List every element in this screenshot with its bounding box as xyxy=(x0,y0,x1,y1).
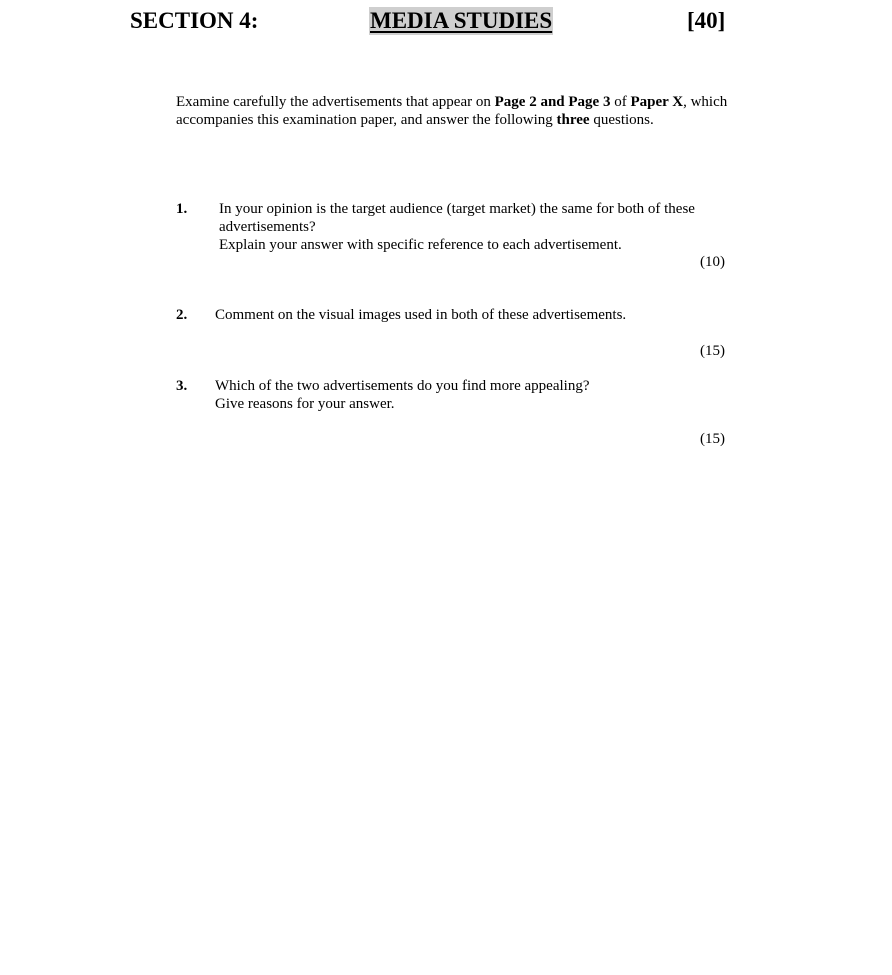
question-3-line: Which of the two advertisements do you find more appealing? xyxy=(215,378,590,394)
question-3-line: Give reasons for your answer. xyxy=(215,396,395,412)
question-3-text xyxy=(215,377,589,413)
instructions-emphasis: Page 2 and Page 3 xyxy=(494,94,611,110)
question-2-line: Comment on the visual images used in both of these advertisements. xyxy=(215,307,627,323)
question-1-number: 1. xyxy=(176,201,188,217)
question-1-text xyxy=(219,200,695,254)
instructions-text: , which xyxy=(683,94,728,110)
question-1-marks: (10) xyxy=(700,254,725,270)
question-3-number: 3. xyxy=(176,378,188,394)
instructions-line-2 xyxy=(176,111,727,129)
question-1-line: In your opinion is the target audience (target market) the same for both of these xyxy=(219,201,695,217)
instructions-text: accompanies this examination paper, and answer the following xyxy=(176,112,557,128)
question-2-marks: (15) xyxy=(700,343,725,359)
instructions-text: questions. xyxy=(589,112,654,128)
section-label: SECTION 4: xyxy=(130,8,259,33)
instructions-emphasis: Paper X xyxy=(630,94,684,110)
section-title: MEDIA STUDIES xyxy=(370,8,553,33)
instructions xyxy=(176,93,727,129)
question-1-line: Explain your answer with specific reference to each advertisement. xyxy=(219,237,622,253)
section-total-marks: [40] xyxy=(687,8,726,33)
question-2-text xyxy=(215,306,626,324)
question-2-number: 2. xyxy=(176,307,188,323)
instructions-line-1 xyxy=(176,93,727,111)
question-1-line: advertisements? xyxy=(219,219,316,235)
instructions-text: of xyxy=(610,94,631,110)
instructions-emphasis: three xyxy=(556,112,590,128)
instructions-text: Examine carefully the advertisements that appear on xyxy=(176,94,495,110)
question-3-marks: (15) xyxy=(700,431,725,447)
